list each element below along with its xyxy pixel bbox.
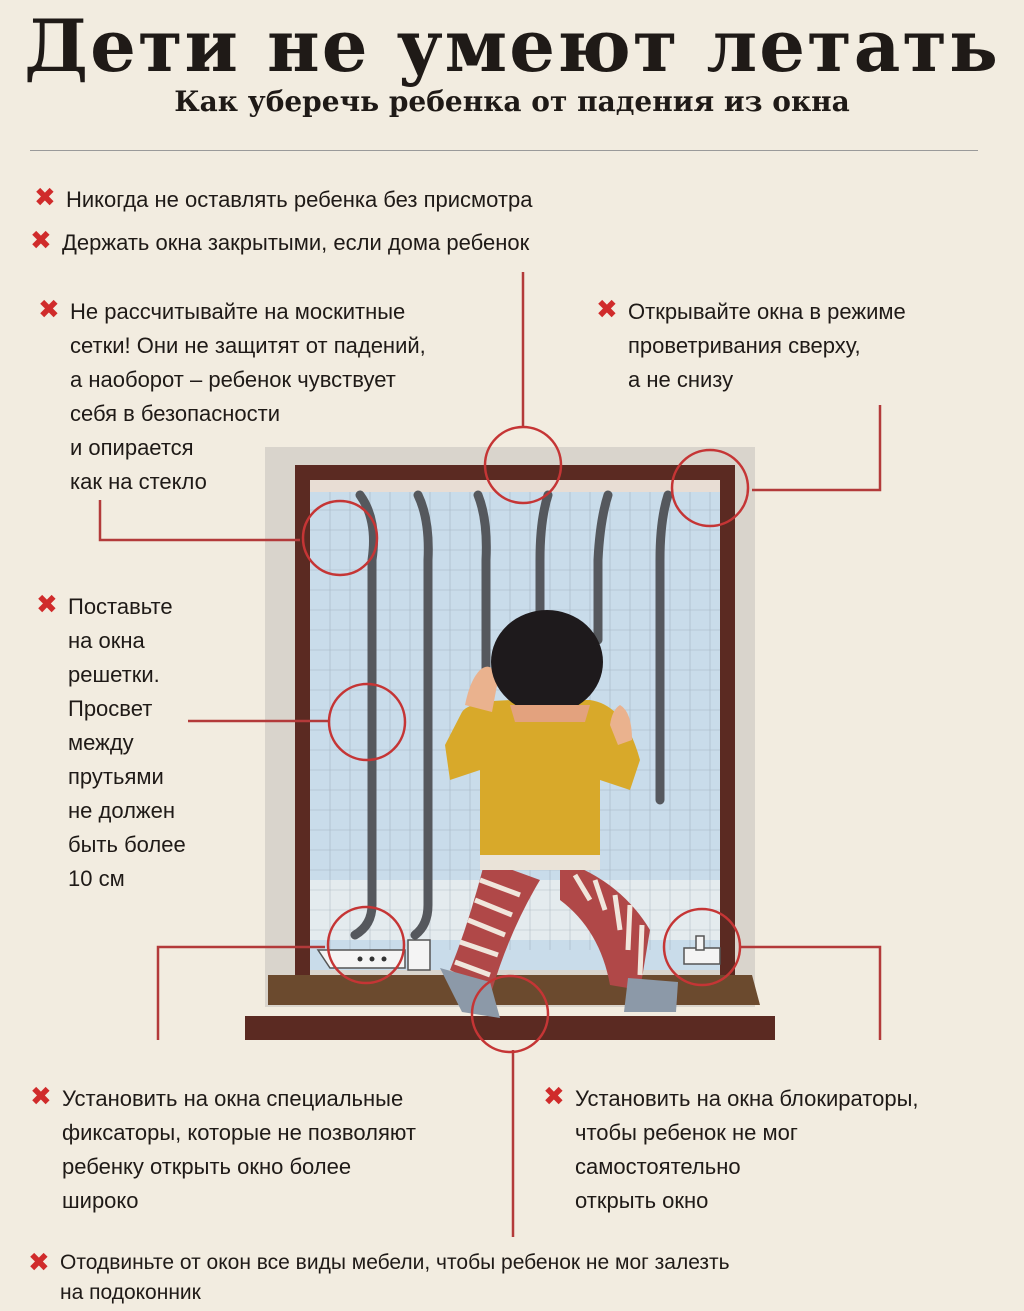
tip-text: Никогда не оставлять ребенка без присмотра bbox=[66, 187, 533, 212]
tip-keep-closed bbox=[30, 226, 530, 260]
tip-mosquito-nets bbox=[38, 295, 426, 499]
page-title: Дети не умеют летать bbox=[24, 3, 1000, 88]
red-x-icon: ✖ bbox=[30, 226, 52, 256]
tip-limiters bbox=[30, 1082, 416, 1218]
tip-text: Открывайте окна в режиме проветривания сверху, а не снизу bbox=[628, 299, 906, 392]
red-x-icon: ✖ bbox=[28, 1248, 50, 1278]
red-x-icon: ✖ bbox=[34, 183, 56, 213]
tip-blockers bbox=[543, 1082, 919, 1218]
tip-text: Не рассчитывайте на москитные сетки! Они не защитят от падений, а наоборот – ребенок чувствует себя в безопасности и опирается как на стекло bbox=[70, 299, 426, 494]
window-sill bbox=[268, 975, 760, 1005]
red-x-icon: ✖ bbox=[36, 590, 58, 620]
tip-ventilation bbox=[596, 295, 906, 397]
tip-furniture bbox=[28, 1248, 730, 1308]
red-x-icon: ✖ bbox=[38, 295, 60, 325]
tip-text: Установить на окна специальные фиксаторы, которые не позволяют ребенку открыть окно более широко bbox=[62, 1086, 416, 1213]
tip-text: Держать окна закрытыми, если дома ребенок bbox=[62, 230, 530, 255]
tip-text: Поставьте на окна решетки. Просвет между прутьями не должен быть более 10 см bbox=[68, 594, 186, 891]
sill-board bbox=[245, 1016, 775, 1040]
red-x-icon: ✖ bbox=[543, 1082, 565, 1112]
tip-window-bars bbox=[36, 590, 186, 896]
red-x-icon: ✖ bbox=[30, 1082, 52, 1112]
page-subtitle: Как уберечь ребенка от падения из окна bbox=[174, 85, 850, 118]
tip-text: Отодвиньте от окон все виды мебели, чтобы ребенок не мог залезть на подоконник bbox=[60, 1251, 730, 1304]
tip-text: Установить на окна блокираторы, чтобы ребенок не мог самостоятельно открыть окно bbox=[575, 1086, 919, 1213]
tip-supervision bbox=[34, 183, 533, 217]
red-x-icon: ✖ bbox=[596, 295, 618, 325]
